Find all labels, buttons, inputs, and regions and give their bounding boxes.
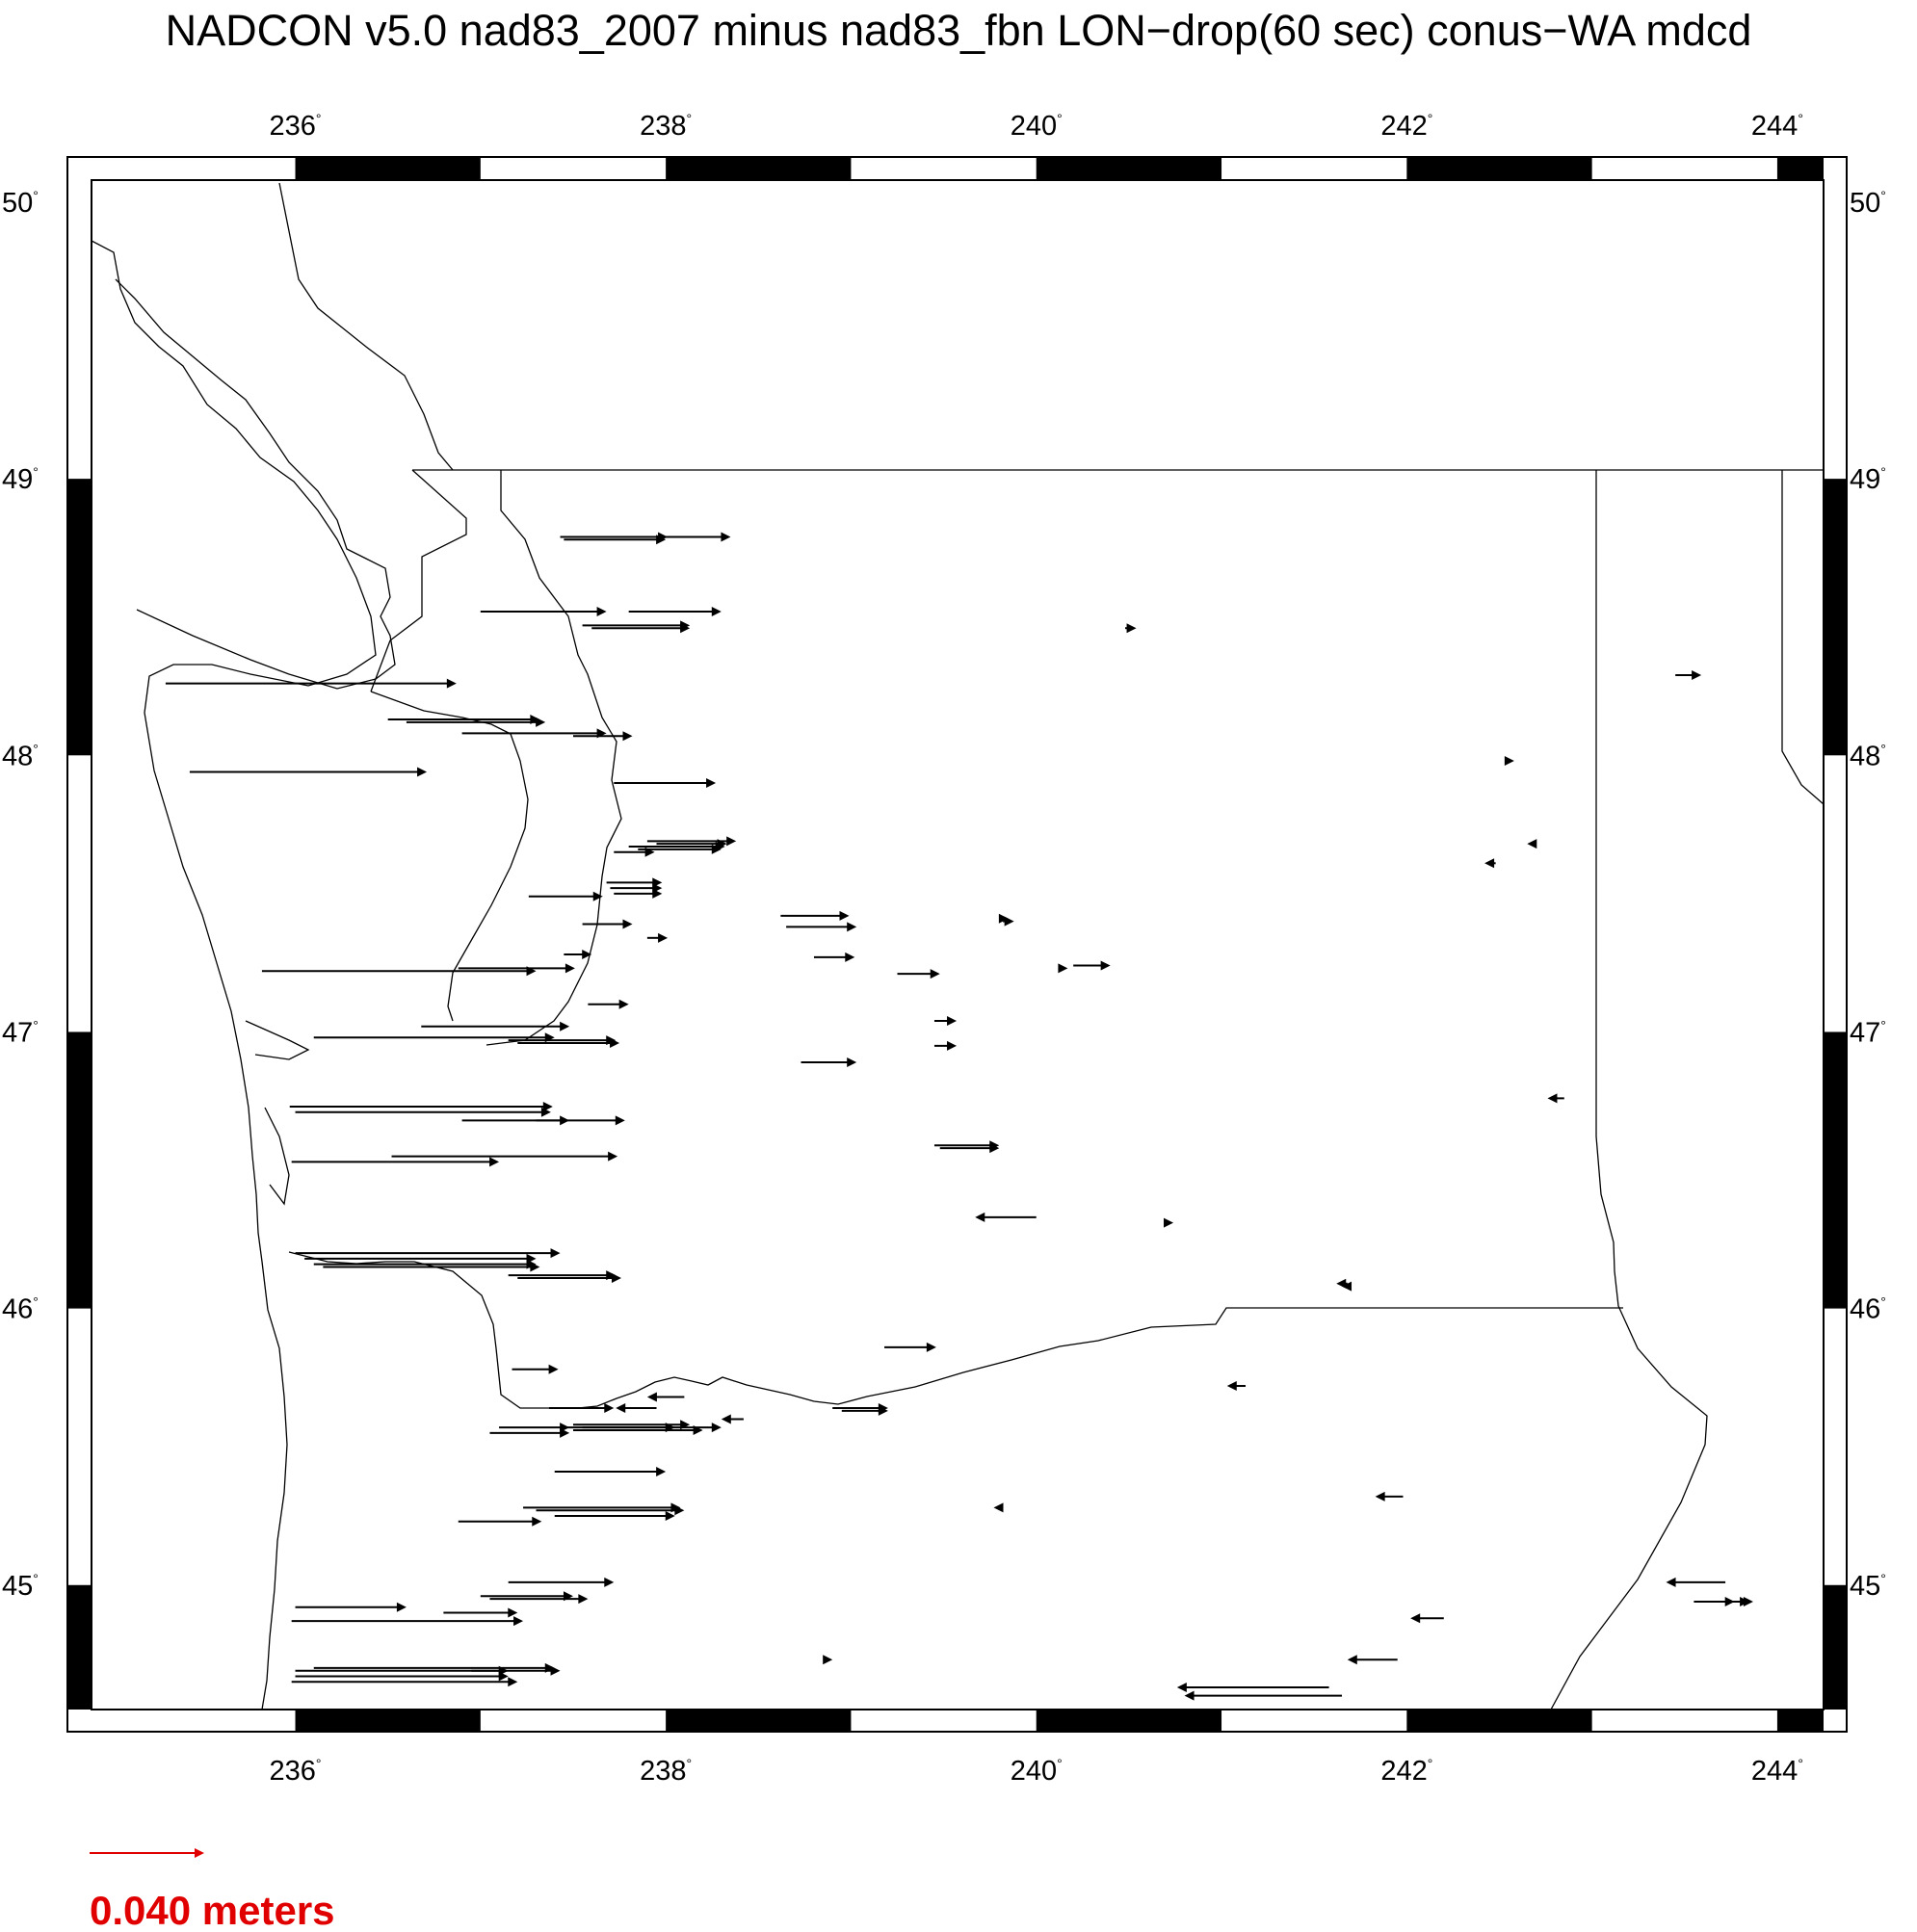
vector-arrow [814,953,854,962]
montana-border [1782,470,1824,804]
vector-arrow [823,1655,832,1664]
vector-field [166,532,1753,1700]
vector-arrow [898,969,940,979]
lat-tick-label: 45° [1850,1570,1886,1602]
legend-arrowhead [195,1848,204,1858]
vector-arrow [1410,1613,1444,1623]
frame-bar-right [1824,1585,1847,1710]
bc-mainland [279,183,453,470]
vector-arrow [529,892,603,901]
lon-tick-label: 238° [640,111,693,142]
frame-bar-left [67,1031,92,1308]
lon-labels-top [270,111,1803,142]
vector-arrow [509,1578,615,1587]
lat-tick-label: 49° [1850,464,1886,496]
idaho-border [1551,470,1707,1710]
vector-arrow [1713,1597,1753,1606]
vector-arrow [296,1248,561,1258]
frame-bar-bottom [1037,1710,1221,1732]
lat-tick-label: 50° [2,187,39,219]
lon-tick-label: 244° [1750,1756,1803,1787]
vector-arrow [1227,1381,1246,1391]
vector-arrow [934,1016,957,1026]
vector-arrow [549,1403,614,1413]
vector-arrow [616,1403,656,1413]
vector-arrow [1505,756,1514,766]
frame-bar-right [1824,479,1847,755]
vector-arrow [884,1343,936,1352]
vector-arrow [555,1467,666,1476]
oregon-washington-border [289,1252,1623,1408]
frame-bars-bottom [296,1710,1824,1732]
vector-arrow [975,1213,1036,1222]
frame-bar-top [1037,157,1221,180]
willapa-bay [265,1108,289,1204]
frame-bar-bottom [296,1710,481,1732]
vector-arrow [934,1041,957,1051]
vector-arrow [1667,1578,1726,1587]
vector-arrow [1348,1655,1398,1664]
lon-tick-label: 240° [1010,111,1063,142]
vector-arrow [1073,961,1110,971]
puget-sound-east [486,470,621,1045]
lat-tick-label: 46° [2,1293,39,1325]
vector-arrow [1058,963,1067,973]
frame-bar-top [1406,157,1591,180]
vector-arrow [1185,1691,1342,1701]
vector-arrow [190,768,427,777]
frame-bar-left [67,1585,92,1710]
vector-arrow [588,1000,628,1009]
lat-tick-label: 50° [1850,187,1886,219]
lat-tick-label: 47° [1850,1017,1886,1049]
vector-arrow [1177,1683,1329,1692]
lat-tick-label: 45° [2,1570,39,1602]
vector-arrow [421,1022,569,1031]
vector-arrow [481,607,607,616]
frame-bar-top [666,157,851,180]
lon-tick-label: 242° [1380,111,1433,142]
vancouver-island [116,279,395,689]
frame-bars-right [1824,479,1847,1710]
vector-arrow [1164,1218,1173,1228]
frame-bar-top [296,157,481,180]
vector-arrow [780,911,849,921]
vector-arrow [1125,623,1137,633]
vector-arrow [292,1616,523,1626]
vector-arrow [296,1672,509,1682]
vector-arrow [537,1115,625,1125]
vector-arrow [166,679,457,689]
lon-labels-bottom [270,1756,1803,1787]
map-frame [67,157,1847,1732]
vector-arrow [647,933,668,943]
vector-arrow [1376,1492,1404,1501]
legend-label: 0.040 meters [90,1888,335,1932]
scale-legend [90,1848,335,1932]
frame-bar-right [1824,1031,1847,1308]
grays-harbor [246,1021,308,1059]
lon-tick-label: 240° [1010,1756,1063,1787]
frame-bar-top [1777,157,1824,180]
coastline-and-borders [92,183,1824,1710]
frame-bar-bottom [1777,1710,1824,1732]
vector-arrow [993,1502,1003,1512]
vector-arrow [555,1511,675,1521]
pacific-coast [92,241,376,1710]
lat-tick-label: 49° [2,464,39,496]
lat-tick-label: 47° [2,1017,39,1049]
lon-tick-label: 238° [640,1756,693,1787]
lat-tick-label: 48° [2,741,39,772]
frame-bars-top [296,157,1824,180]
vector-arrow [292,1677,518,1686]
vector-arrow [296,1108,551,1117]
vector-arrow [292,1157,499,1166]
vector-arrow [647,1393,684,1402]
vector-arrow [290,1102,553,1111]
map-title: NADCON v5.0 nad83_2007 minus nad83_fbn LON−drop(60 sec) conus−WA mdcd [165,6,1752,55]
lat-tick-label: 46° [1850,1293,1886,1325]
vector-arrow [722,1414,744,1423]
vector-arrow [1484,858,1496,868]
frame-bar-left [67,479,92,755]
frame-bars-left [67,479,92,1710]
vector-arrow [443,1607,517,1617]
strait-boundary [371,470,466,692]
vector-arrow [1675,670,1701,680]
vector-arrow [512,1365,559,1374]
vector-arrow [1547,1093,1563,1103]
lon-tick-label: 236° [269,111,322,142]
vector-arrow [614,778,716,788]
vector-arrow [614,889,662,899]
vector-arrow [564,950,591,959]
lon-tick-label: 242° [1380,1756,1433,1787]
lon-tick-label: 244° [1750,111,1803,142]
vector-arrow [583,919,633,928]
lat-labels-left [2,188,39,1602]
vector-arrow [392,1152,618,1162]
vector-arrow [489,1428,569,1438]
lat-labels-right [1850,188,1886,1602]
vector-arrow [296,1603,407,1612]
vector-arrow [499,1423,569,1432]
vector-arrow [459,1517,542,1527]
vector-arrow [1527,839,1536,849]
lat-tick-label: 48° [1850,741,1886,772]
lon-tick-label: 236° [269,1756,322,1787]
vector-arrow [801,1057,857,1067]
frame-bar-bottom [666,1710,851,1732]
vector-arrow [629,607,722,616]
frame-bar-bottom [1406,1710,1591,1732]
vector-arrow [786,922,856,931]
